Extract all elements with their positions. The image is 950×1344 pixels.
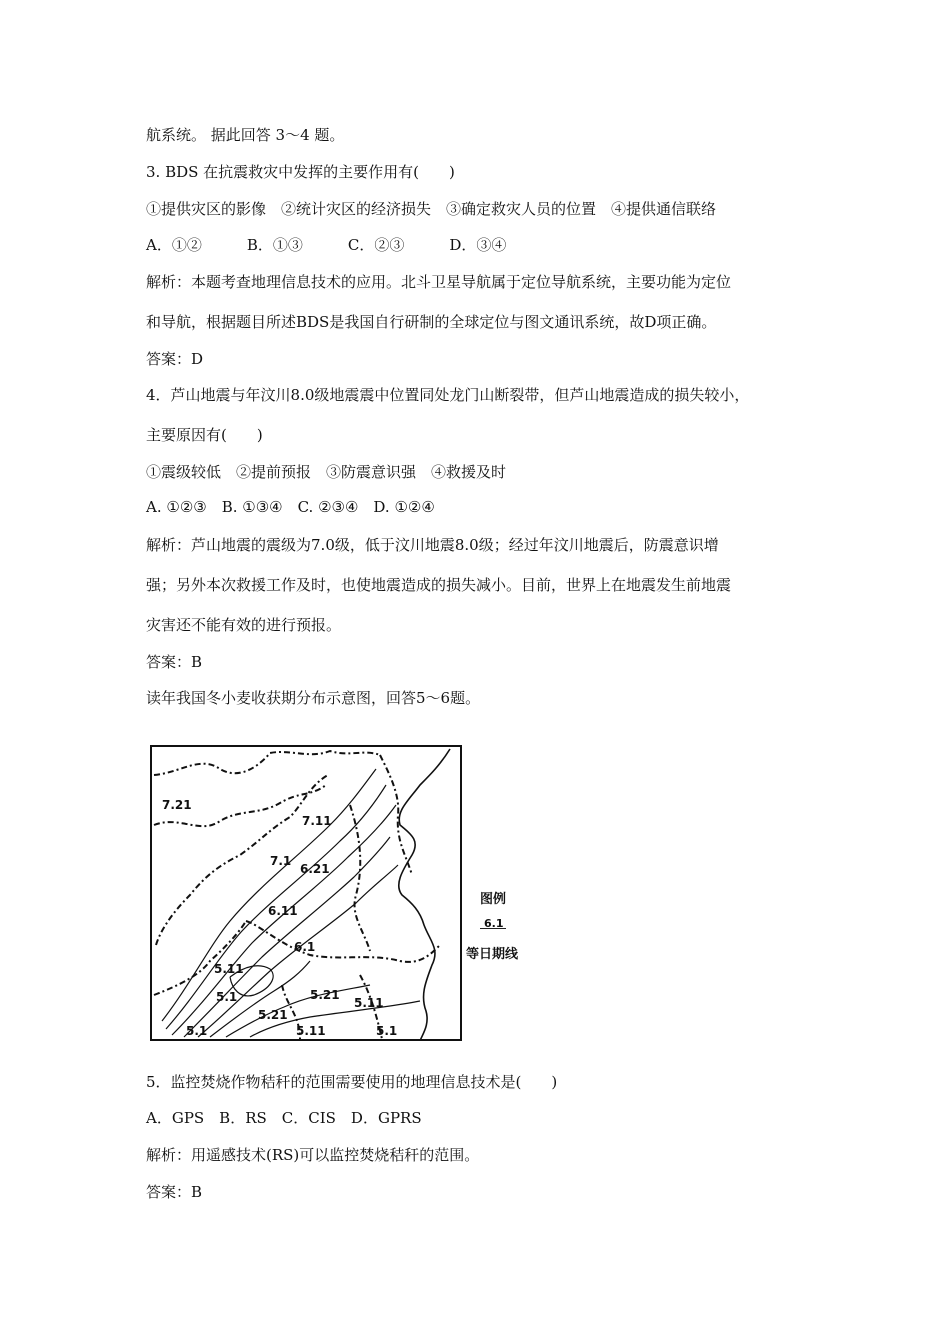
question-5: 5．监控焚烧作物秸秆的范围需要使用的地理信息技术是( ) xyxy=(146,1073,558,1091)
isoline-label: 7.11 xyxy=(302,814,332,828)
question-5-options: A．GPS B．RS C．CIS D．GPRS xyxy=(146,1109,422,1127)
question-4-line-1: 4．芦山地震与年汶川8.0级地震震中位置同处龙门山断裂带，但芦山地震造成的损失较小， xyxy=(146,386,750,404)
map-intro: 读年我国冬小麦收获期分布示意图，回答5～6题。 xyxy=(146,689,481,707)
isoline-label: 7.1 xyxy=(270,854,292,868)
question-4-items: ①震级较低 ②提前预报 ③防震意识强 ④救援及时 xyxy=(146,463,507,481)
isoline-label: 5.11 xyxy=(214,962,244,976)
question-3-options: A．①② B．①③ C．②③ D．③④ xyxy=(146,236,507,254)
wheat-harvest-map xyxy=(150,745,462,1041)
isoline-label: 6.21 xyxy=(300,862,330,876)
analysis-5: 解析：用遥感技术(RS)可以监控焚烧秸秆的范围。 xyxy=(146,1146,480,1164)
isoline-label: 5.11 xyxy=(354,996,384,1010)
answer-4: 答案：B xyxy=(146,653,203,671)
legend-label: 等日期线 xyxy=(466,947,519,962)
legend-title: 图例 xyxy=(480,892,507,907)
isoline-label: 7.21 xyxy=(162,798,192,812)
text-line: 航系统。 据此回答 3～4 题。 xyxy=(146,126,345,144)
map-frame xyxy=(151,746,461,1040)
isoline-label: 5.1 xyxy=(216,990,238,1004)
question-3-items: ①提供灾区的影像 ②统计灾区的经济损失 ③确定救灾人员的位置 ④提供通信联络 xyxy=(146,200,717,218)
question-4-line-2: 主要原因有( ) xyxy=(146,426,263,444)
question-3: 3. BDS 在抗震救灾中发挥的主要作用有( ) xyxy=(146,163,455,181)
analysis-4-line-2: 强；另外本次救援工作及时，也使地震造成的损失减小。目前，世界上在地震发生前地震 xyxy=(146,576,732,594)
isoline-label: 6.1 xyxy=(294,940,316,954)
isoline-label: 5.21 xyxy=(310,988,340,1002)
analysis-3-line-2: 和导航，根据题目所述BDS是我国自行研制的全球定位与图文通讯系统，故D项正确。 xyxy=(146,313,717,331)
isoline-label: 5.1 xyxy=(376,1024,398,1038)
analysis-4-line-1: 解析：芦山地震的震级为7.0级，低于汶川地震8.0级；经过年汶川地震后，防震意识增 xyxy=(146,536,719,554)
analysis-3-line-1: 解析：本题考查地理信息技术的应用。北斗卫星导航属于定位导航系统，主要功能为定位 xyxy=(146,273,732,291)
isoline-label: 5.11 xyxy=(296,1024,326,1038)
answer-5: 答案：B xyxy=(146,1183,203,1201)
isoline-label: 5.21 xyxy=(258,1008,288,1022)
legend-isoline-sample xyxy=(480,928,506,929)
isoline-label: 6.11 xyxy=(268,904,298,918)
isoline-label: 5.1 xyxy=(186,1024,208,1038)
analysis-4-line-3: 灾害还不能有效的进行预报。 xyxy=(146,616,342,634)
legend-sample-value: 6.1 xyxy=(484,917,504,930)
answer-3: 答案：D xyxy=(146,350,204,368)
question-4-options: A. ①②③ B. ①③④ C. ②③④ D. ①②④ xyxy=(146,498,435,516)
